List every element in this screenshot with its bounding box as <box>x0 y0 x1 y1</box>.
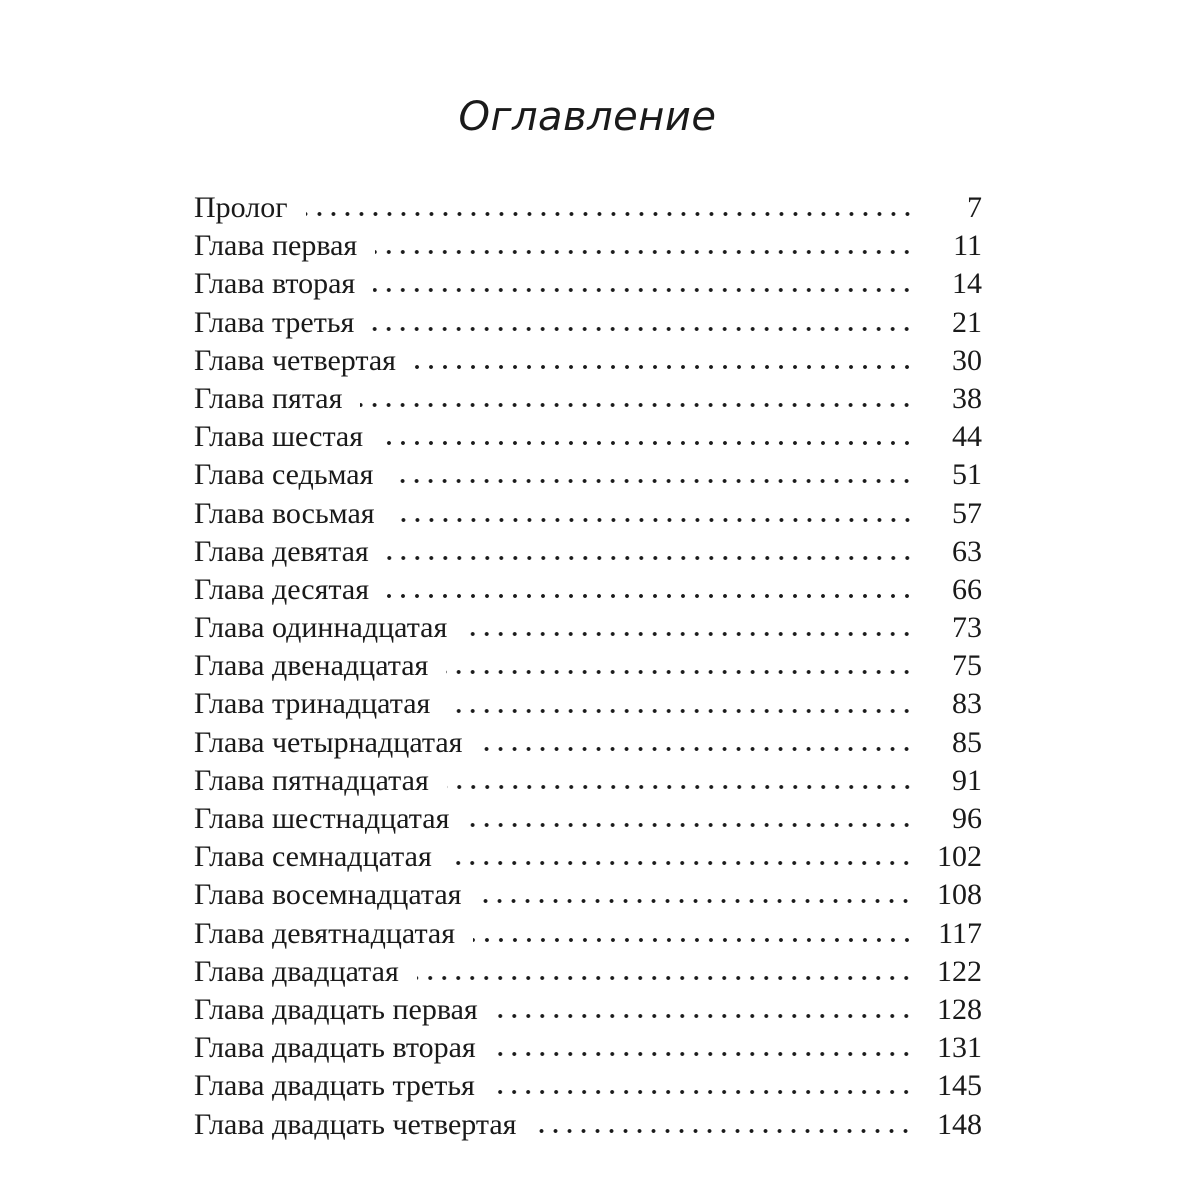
toc-entry[interactable] <box>194 342 982 380</box>
toc-entry[interactable] <box>194 876 982 914</box>
toc-entry-label: Глава десятая <box>194 572 369 606</box>
toc-entry-label: Глава двадцатая <box>194 954 399 988</box>
toc-entry-page-number: 145 <box>937 1069 982 1103</box>
toc-entry-label: Глава шестнадцатая <box>194 802 450 835</box>
table-of-contents <box>194 189 982 1144</box>
toc-entry-label: Глава вторая <box>194 267 356 301</box>
toc-entry-label: Глава тринадцатая <box>194 687 431 721</box>
toc-entry-label: Глава семнадцатая <box>194 840 432 874</box>
dot-leader <box>447 782 914 792</box>
toc-entry-page-number: 51 <box>952 458 982 492</box>
toc-entry-page-number: 7 <box>967 191 982 224</box>
dot-leader <box>417 973 913 983</box>
toc-entry-label: Глава девятая <box>194 534 369 568</box>
dot-leader <box>375 247 914 257</box>
toc-entry[interactable] <box>194 800 982 838</box>
toc-entry-label: Глава седьмая <box>194 458 374 492</box>
toc-entry[interactable] <box>194 915 982 953</box>
dot-leader <box>360 400 914 410</box>
toc-entry[interactable] <box>194 227 982 265</box>
toc-entry[interactable] <box>194 533 982 571</box>
dot-leader <box>446 667 914 677</box>
toc-entry[interactable] <box>194 762 982 800</box>
dot-leader <box>467 820 914 830</box>
toc-entry-label: Глава девятнадцатая <box>194 916 456 950</box>
toc-entry[interactable] <box>194 495 982 533</box>
toc-entry[interactable] <box>194 418 982 456</box>
toc-entry-label: Глава двадцать первая <box>194 992 478 1026</box>
toc-entry[interactable] <box>194 724 982 762</box>
toc-entry-page-number: 30 <box>952 343 982 377</box>
dot-leader <box>448 706 914 716</box>
toc-entry-page-number: 63 <box>952 534 982 568</box>
toc-entry-page-number: 14 <box>952 267 982 301</box>
dot-leader <box>480 744 914 754</box>
toc-entry-label: Глава одиннадцатая <box>194 611 448 645</box>
toc-entry-label: Глава двадцать третья <box>194 1069 475 1103</box>
toc-entry-label: Пролог <box>194 191 288 224</box>
toc-entry-page-number: 21 <box>952 305 982 339</box>
toc-entry[interactable] <box>194 647 982 685</box>
toc-entry-page-number: 66 <box>952 572 982 606</box>
dot-leader <box>465 629 914 639</box>
toc-entry-page-number: 96 <box>952 802 982 835</box>
toc-entry[interactable] <box>194 838 982 876</box>
dot-leader <box>306 209 914 219</box>
toc-entry-page-number: 131 <box>937 1031 982 1065</box>
toc-entry-label: Глава пятнадцатая <box>194 763 429 797</box>
toc-entry[interactable] <box>194 189 982 227</box>
toc-entry-page-number: 117 <box>938 916 982 950</box>
toc-entry-label: Глава двенадцатая <box>194 649 429 683</box>
toc-entry-label: Глава пятая <box>194 381 343 415</box>
toc-entry-page-number: 108 <box>937 878 982 912</box>
dot-leader <box>391 476 914 486</box>
toc-entry-page-number: 102 <box>937 840 982 874</box>
toc-entry[interactable] <box>194 685 982 723</box>
dot-leader <box>372 324 914 334</box>
toc-entry-page-number: 83 <box>952 687 982 721</box>
toc-entry[interactable] <box>194 953 982 991</box>
dot-leader <box>450 858 913 868</box>
toc-entry-page-number: 11 <box>953 229 982 263</box>
dot-leader <box>387 591 914 601</box>
dot-leader <box>534 1126 913 1136</box>
toc-entry-label: Глава третья <box>194 305 355 339</box>
toc-entry-label: Глава восемнадцатая <box>194 878 462 912</box>
toc-entry-label: Глава шестая <box>194 420 364 454</box>
toc-entry[interactable] <box>194 456 982 494</box>
toc-entry-page-number: 44 <box>952 420 982 454</box>
toc-entry[interactable] <box>194 380 982 418</box>
toc-entry-page-number: 122 <box>937 954 982 988</box>
toc-entry-page-number: 75 <box>952 649 982 683</box>
toc-entry-label: Глава восьмая <box>194 496 375 530</box>
dot-leader <box>387 553 914 563</box>
dot-leader <box>494 1049 913 1059</box>
dot-leader <box>473 935 914 945</box>
dot-leader <box>479 896 913 906</box>
toc-entry-page-number: 57 <box>952 496 982 530</box>
dot-leader <box>496 1011 913 1021</box>
page-title: Оглавление <box>458 93 717 140</box>
toc-entry[interactable] <box>194 609 982 647</box>
toc-entry-label: Глава двадцать вторая <box>194 1031 476 1065</box>
toc-entry-page-number: 38 <box>952 381 982 415</box>
toc-entry[interactable] <box>194 304 982 342</box>
toc-entry-page-number: 91 <box>952 763 982 797</box>
toc-entry[interactable] <box>194 265 982 303</box>
toc-entry-page-number: 73 <box>952 611 982 645</box>
toc-entry[interactable] <box>194 1067 982 1105</box>
dot-leader <box>414 362 914 372</box>
toc-entry[interactable] <box>194 1106 982 1144</box>
toc-entry-label: Глава двадцать четвертая <box>194 1107 517 1141</box>
toc-entry-page-number: 85 <box>952 725 982 759</box>
toc-entry-label: Глава первая <box>194 229 358 263</box>
toc-entry-page-number: 128 <box>937 992 982 1026</box>
toc-entry[interactable] <box>194 1029 982 1067</box>
toc-entry-label: Глава четырнадцатая <box>194 725 463 759</box>
dot-leader <box>493 1087 913 1097</box>
toc-entry-label: Глава четвертая <box>194 343 396 377</box>
toc-entry[interactable] <box>194 991 982 1029</box>
toc-entry[interactable] <box>194 571 982 609</box>
dot-leader <box>373 285 914 295</box>
dot-leader <box>393 515 914 525</box>
toc-entry-page-number: 148 <box>937 1107 982 1141</box>
dot-leader <box>381 438 914 448</box>
